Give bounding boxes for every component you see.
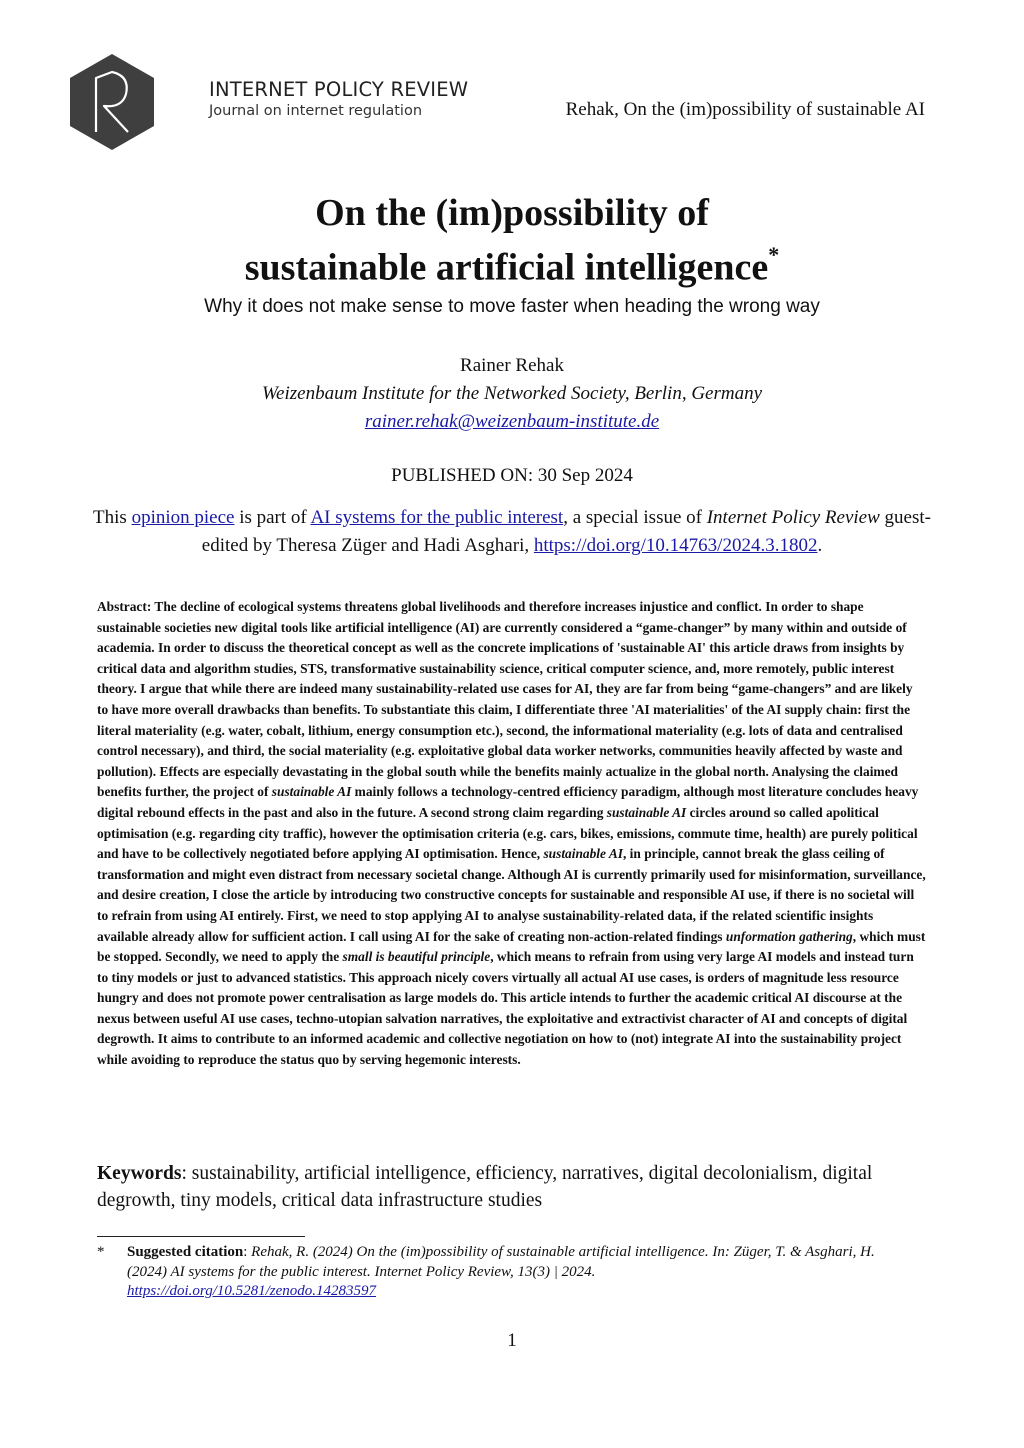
special-text-2: is part of <box>234 507 311 528</box>
journal-subtitle: Journal on internet regulation <box>209 103 423 119</box>
abstract-part-6: , which means to refrain from using very large AI models and instead turn to tiny models or just to advanced statistics. This approach nicely covers virtually all actual AI use cases, is orders of magnitude less resource hungry and does not promote power centralisation as large models do. This article intends to further the academic critical AI discourse at the nexus between useful AI use cases, techno-utopian salvation narratives, the exploitative and extractivist character of AI and concepts of digital degrowth. It aims to contribute to an informed academic and collective negotiation on how to (not) integrate AI into the sustainability project while avoiding to reproduce the status quo by serving hegemonic interests. <box>97 949 914 1068</box>
abstract-part-5: , which must be stopped. Secondly, we need to apply the <box>97 928 926 965</box>
special-issue-doi-link[interactable]: https://doi.org/10.14763/2024.3.1802 <box>533 535 818 556</box>
author-email-link[interactable]: rainer.rehak@weizenbaum-institute.de <box>364 411 660 432</box>
footnote-text <box>127 1243 917 1302</box>
footnote-divider <box>97 1236 305 1237</box>
special-text-1: This <box>93 507 132 528</box>
title-line-2-text: sustainable artificial intelligence <box>244 246 769 289</box>
special-issue-note <box>90 504 934 560</box>
title-line-1: On the (im)possibility of <box>315 192 709 234</box>
abstract-italic-2: sustainable AI <box>606 804 687 820</box>
abstract-italic-3: sustainable AI <box>543 846 623 862</box>
footnote-citation: Rehak, R. (2024) On the (im)possibility of sustainable artificial intelligence. In: Züger, T. & Asghari, H. (2024) AI systems for the public interest. Internet Policy Review, 13(3) | 2024. <box>127 1244 875 1280</box>
title-line-2 <box>0 236 1024 291</box>
author-name: Rainer Rehak <box>460 355 564 376</box>
title-footnote-marker[interactable]: * <box>768 242 780 267</box>
abstract-part-1: Abstract: The decline of ecological systems threatens global livelihoods and therefore increases injustice and conflict. In order to shape sustainable societies new digital tools like artificial intelligence (AI) are currently considered a “game-changer” by many within and outside of academia. In order to discuss the theoretical concept as well as the concrete implications of 'sustainable AI' this article draws from insights by critical data and algorithm studies, STS, transformative sustainability science, critical computer science, and, more remotely, public interest theory. I argue that while there are indeed many sustainability-related use cases for AI, they are far from being “game-changers” and are likely to have more overall drawbacks than benefits. To substantiate this claim, I differentiate three 'AI materialities' of the AI supply chain: first the literal materiality (e.g. water, cobalt, lithium, energy consumption etc.), second, the informational materiality (e.g. lots of data and centralised control necessary), and third, the social materiality (e.g. exploitative global data worker networks, communities heavily affected by waste and pollution). Effects are especially devastating in the global south while the benefits mainly actualize in the global north. Analysing the claimed benefits further, the project of <box>97 599 913 800</box>
abstract <box>97 597 927 1071</box>
special-text-5: . <box>817 535 823 556</box>
journal-name: INTERNET POLICY REVIEW <box>209 78 469 101</box>
journal-logo-icon <box>68 52 156 152</box>
keywords <box>97 1160 927 1214</box>
footnote-marker: * <box>97 1244 105 1260</box>
journal-name-italic: Internet Policy Review <box>706 507 880 528</box>
special-text-3: , a special issue of <box>563 507 707 528</box>
paper-title <box>0 190 1024 291</box>
footnote-label: Suggested citation <box>127 1244 244 1260</box>
abstract-italic-5: small is beautiful principle <box>342 949 491 965</box>
abstract-part-3: circles around so called apolitical optimisation (e.g. regarding city traffic), however the optimisation criteria (e.g. cars, bikes, emissions, commute time, health) are purely political and have to be collectively negotiated before applying AI optimisation. Hence, <box>97 804 918 862</box>
author-affiliation: Weizenbaum Institute for the Networked Society, Berlin, Germany <box>261 383 763 404</box>
footnote <box>97 1243 917 1302</box>
paper-subtitle: Why it does not make sense to move faster when heading the wrong way <box>204 296 820 317</box>
abstract-italic-1: sustainable AI <box>271 784 352 800</box>
abstract-italic-4: unformation gathering <box>725 928 853 944</box>
page-number: 1 <box>507 1330 517 1351</box>
keywords-text: : sustainability, artificial intelligence, efficiency, narratives, digital decolonialism, digital degrowth, tiny models, critical data infrastructure studies <box>97 1163 873 1211</box>
footnote-doi-link[interactable]: https://doi.org/10.5281/zenodo.14283597 <box>127 1283 377 1299</box>
opinion-piece-link[interactable]: opinion piece <box>131 507 235 528</box>
special-issue-link[interactable]: AI systems for the public interest <box>310 507 564 528</box>
published-date: PUBLISHED ON: 30 Sep 2024 <box>391 465 633 486</box>
abstract-part-4: , in principle, cannot break the glass ceiling of transformation and might even distract from necessary societal change. Although AI is currently primarily used for misinformation, surveillance, and desire creation, I close the article by introducing two constructive concepts for sustainable and responsible AI use, if there is no societal will to refrain from using AI entirely. First, we need to stop applying AI to analyse sustainability-related data, if the related scientific insights available already allow for sufficient action. I call using AI for the sake of creating non-action-related findings <box>97 846 926 944</box>
keywords-label: Keywords <box>97 1163 182 1184</box>
abstract-part-2: mainly follows a technology-centred efficiency paradigm, although most literature concludes heavy digital rebound effects in the past and also in the future. A second strong claim regarding <box>97 784 919 820</box>
footnote-colon: : <box>243 1244 252 1260</box>
author-email-line <box>0 411 1024 433</box>
special-text-4: guest-edited by Theresa Züger and Hadi Asghari, <box>201 507 931 556</box>
running-header: Rehak, On the (im)possibility of sustainable AI <box>565 99 925 120</box>
